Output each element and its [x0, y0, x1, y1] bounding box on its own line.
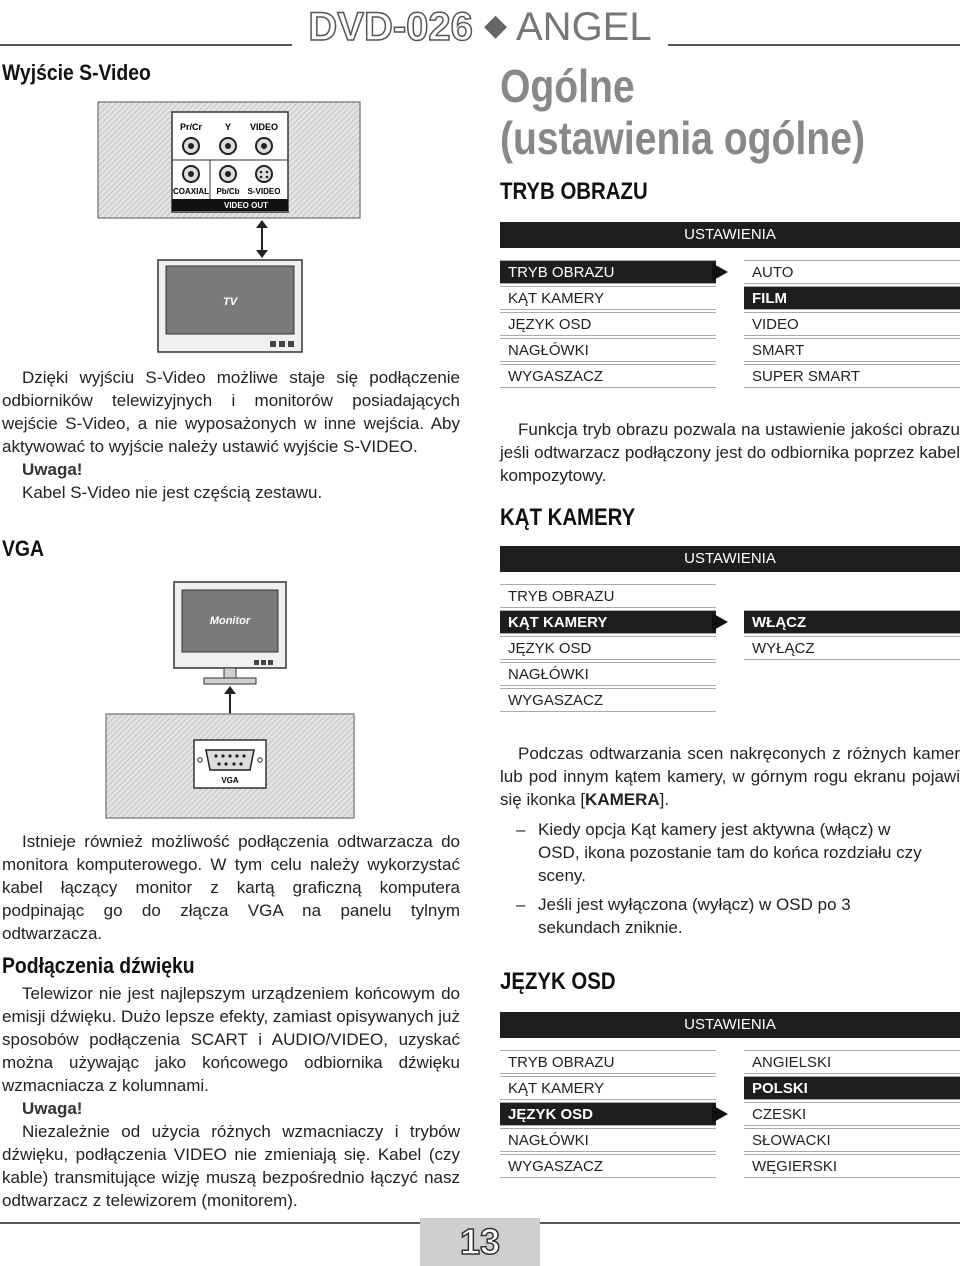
- selection-arrow-icon: [712, 1105, 728, 1123]
- kat-settings-table: [500, 546, 960, 716]
- label-pb-cb: Pb/Cb: [216, 187, 240, 196]
- svideo-diagram: [96, 100, 362, 354]
- kat-text: Podczas odtwarzania scen nakręconych z różnych kamer lub pod innym kątem kamery, w górnym rogu ekranu pojawi się ikonka [KAMERA].: [500, 744, 960, 809]
- menu-item-naglowki[interactable]: NAGŁÓWKI: [500, 1128, 716, 1152]
- option-super-smart[interactable]: SUPER SMART: [744, 364, 960, 388]
- kat-bullet-2: – Jeśli jest wyłączona (wyłącz) w OSD po 3 sekundach zniknie.: [516, 895, 851, 937]
- label-y: Y: [224, 122, 232, 132]
- option-wegierski[interactable]: WĘGIERSKI: [744, 1154, 960, 1178]
- menu-item-wygaszacz[interactable]: WYGASZACZ: [500, 688, 716, 712]
- option-czeski[interactable]: CZESKI: [744, 1102, 960, 1126]
- footer-rule-right: [540, 1222, 960, 1224]
- header-rule-left: [0, 44, 292, 46]
- label-coaxial: COAXIAL: [173, 187, 209, 196]
- svideo-heading: Wyjście S-Video: [2, 60, 151, 85]
- kat-heading: KĄT KAMERY: [500, 504, 636, 531]
- option-slowacki[interactable]: SŁOWACKI: [744, 1128, 960, 1152]
- option-wlacz[interactable]: WŁĄCZ: [744, 610, 960, 634]
- option-film[interactable]: FILM: [744, 286, 960, 310]
- svideo-warning: Uwaga!: [22, 460, 83, 479]
- menu-item-naglowki[interactable]: NAGŁÓWKI: [500, 338, 716, 362]
- menu-item-naglowki[interactable]: NAGŁÓWKI: [500, 662, 716, 686]
- page-title: Ogólne (ustawienia ogólne): [500, 60, 865, 164]
- header-rule-right: [668, 44, 960, 46]
- selection-arrow-icon: [712, 263, 728, 281]
- audio-heading: Podłączenia dźwięku: [2, 953, 195, 978]
- label-video: VIDEO: [249, 122, 279, 132]
- settings-bar: USTAWIENIA: [500, 1012, 960, 1038]
- selection-arrow-icon: [712, 613, 728, 631]
- audio-text: Telewizor nie jest najlepszym urządzeniem końcowym do emisji dźwięku. Dużo lepsze efekty, zamiast opisywanych już sposobów podłączenia SCART i AUDIO/VIDEO, uzyskać można używając jako końcowego odbiornika dźwięku wzmacniacza z kolumnami. Uwaga! Niezależnie od użycia różnych wzmacniaczy i trybów dźwięku, podłączenia VIDEO nie zmieniają się. Kabel (czy kable) transmitujące wizję muszą bezpośrednio łączyć nasz odtwarzacz z telewizorem (monitorem).: [2, 984, 460, 1210]
- tryb-text: Funkcja tryb obrazu pozwala na ustawienie jakości obrazu jeśli odtwarzacz podłączony jest do odbiornika poprzez kabel kompozytowy.: [500, 420, 960, 485]
- menu-item-jezyk-osd[interactable]: JĘZYK OSD: [500, 312, 716, 336]
- svideo-note: Kabel S-Video nie jest częścią zestawu.: [22, 483, 323, 502]
- option-video[interactable]: VIDEO: [744, 312, 960, 336]
- label-s-video: S-VIDEO: [247, 187, 281, 196]
- settings-bar: USTAWIENIA: [500, 546, 960, 572]
- audio-note: Niezależnie od użycia różnych wzmacniaczy i trybów dźwięku, podłączenia VIDEO nie zmieniają się. Kabel (czy kable) transmitujące wizję muszą bezpośrednio łączyć nasz odtwarzacz z telewizorem (monitorem).: [2, 1122, 460, 1210]
- menu-item-kat-kamery[interactable]: KĄT KAMERY: [500, 286, 716, 310]
- svideo-text: Dzięki wyjściu S-Video możliwe staje się podłączenie odbiorników telewizyjnych i monitorów posiadających wejście S-Video, a nie wyposażonych w inne wejścia. Aby aktywować to wyjście należy ustawić wyjście S-VIDEO. Uwaga! Kabel S-Video nie jest częścią zestawu.: [2, 368, 460, 502]
- camera-icon-label: KAMERA: [585, 790, 660, 809]
- footer-rule-left: [0, 1222, 420, 1224]
- settings-bar: USTAWIENIA: [500, 222, 960, 248]
- menu-item-tryb-obrazu[interactable]: TRYB OBRAZU: [500, 260, 716, 284]
- menu-item-kat-kamery[interactable]: KĄT KAMERY: [500, 610, 716, 634]
- vga-heading: VGA: [2, 536, 44, 561]
- menu-item-kat-kamery[interactable]: KĄT KAMERY: [500, 1076, 716, 1100]
- menu-item-wygaszacz[interactable]: WYGASZACZ: [500, 1154, 716, 1178]
- label-video-out: VIDEO OUT: [223, 201, 269, 210]
- option-angielski[interactable]: ANGIELSKI: [744, 1050, 960, 1074]
- vga-text: Istnieje również możliwość podłączenia odtwarzacza do monitora komputerowego. W tym celu należy wykorzystać kabel łączący monitor z kartą graficzną komputera podpinając go do złącza VGA na panelu tylnym odtwarzacza.: [2, 832, 460, 943]
- option-wylacz[interactable]: WYŁĄCZ: [744, 636, 960, 660]
- tryb-heading: TRYB OBRAZU: [500, 178, 648, 205]
- page-number: 13: [420, 1218, 540, 1266]
- menu-item-wygaszacz[interactable]: WYGASZACZ: [500, 364, 716, 388]
- tryb-settings-table: [500, 222, 960, 392]
- jezyk-settings-table: [500, 1012, 960, 1182]
- menu-item-jezyk-osd[interactable]: JĘZYK OSD: [500, 636, 716, 660]
- vga-port-label: VGA: [221, 776, 239, 785]
- tv-label: TV: [222, 296, 238, 308]
- model-name: DVD-026: [308, 5, 473, 49]
- menu-item-tryb-obrazu[interactable]: TRYB OBRAZU: [500, 1050, 716, 1074]
- menu-item-jezyk-osd[interactable]: JĘZYK OSD: [500, 1102, 716, 1126]
- option-auto[interactable]: AUTO: [744, 260, 960, 284]
- menu-item-tryb-obrazu[interactable]: TRYB OBRAZU: [500, 584, 716, 608]
- diamond-icon: ◆: [484, 9, 508, 42]
- audio-warning: Uwaga!: [22, 1099, 83, 1118]
- product-name: ANGEL: [516, 5, 652, 49]
- svideo-jack: [256, 166, 272, 182]
- label-pr-cr: Pr/Cr: [179, 122, 203, 132]
- option-polski[interactable]: POLSKI: [744, 1076, 960, 1100]
- monitor-label: Monitor: [209, 615, 251, 627]
- vga-diagram: [104, 580, 356, 820]
- jezyk-heading: JĘZYK OSD: [500, 968, 616, 995]
- kat-bullet-1: – Kiedy opcja Kąt kamery jest aktywna (włącz) w OSD, ikona pozostanie tam do końca rozdziału czy sceny.: [516, 820, 922, 885]
- vga-port: [206, 750, 254, 770]
- option-smart[interactable]: SMART: [744, 338, 960, 362]
